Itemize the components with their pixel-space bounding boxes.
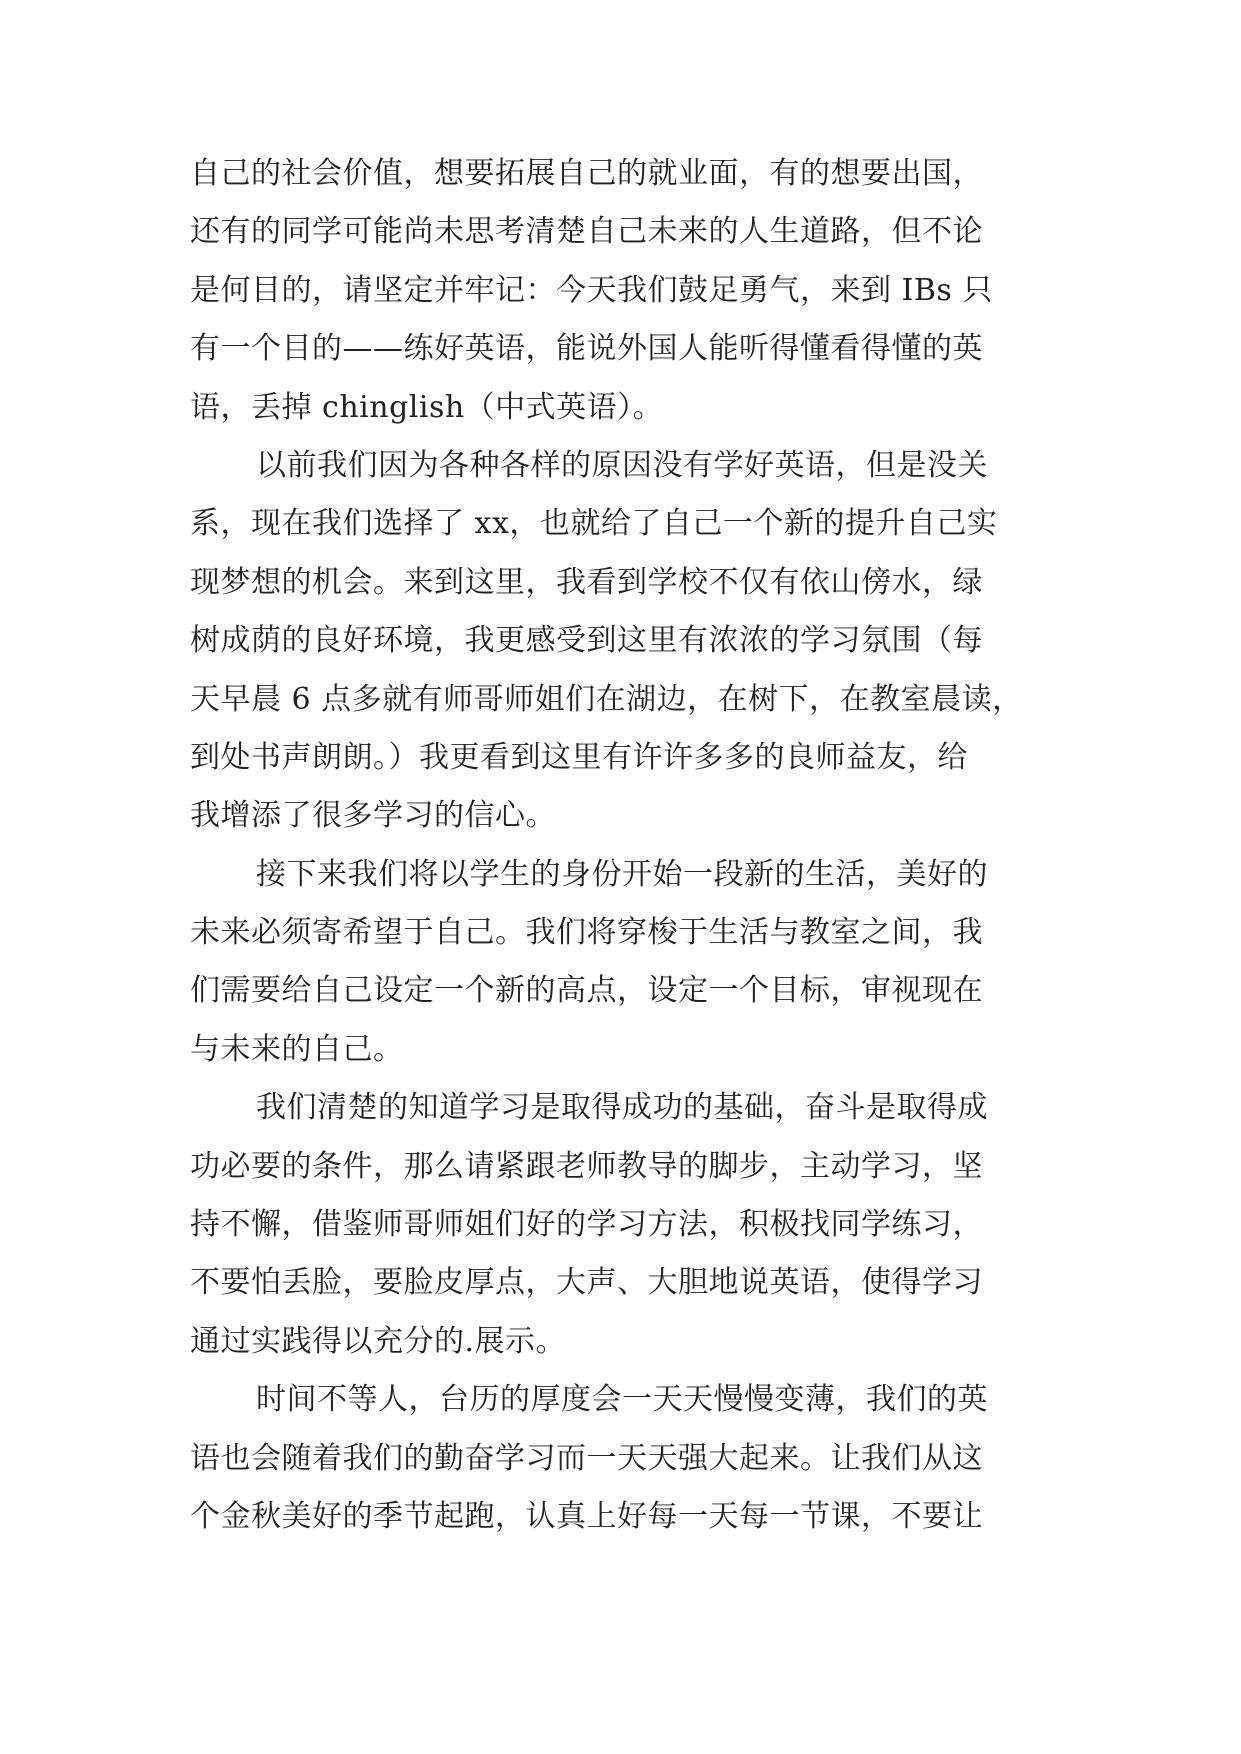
text-line: 时间不等人，台历的厚度会一天天慢慢变薄，我们的英: [256, 1382, 988, 1418]
text-line: 个金秋美好的季节起跑，认真上好每一天每一节课，不要让: [190, 1498, 983, 1534]
paragraph-2: [190, 437, 1068, 846]
text-line: 以前我们因为各种各样的原因没有学好英语，但是没关: [256, 447, 988, 483]
text-line: 天早晨 6 点多就有师哥师姐们在湖边，在树下，在教室晨读，: [190, 681, 1023, 717]
text-line: 我增添了很多学习的信心。: [190, 798, 556, 834]
text-line: 不要怕丢脸，要脸皮厚点，大声、大胆地说英语，使得学习: [190, 1265, 983, 1301]
text-line: 接下来我们将以学生的身份开始一段新的生活，美好的: [256, 856, 988, 892]
text-line: 通过实践得以充分的.展示。: [190, 1323, 567, 1359]
text-line: 语，丢掉 chinglish（中式英语）。: [190, 389, 664, 425]
text-line: 与未来的自己。: [190, 1031, 404, 1067]
paragraph-4: [190, 1079, 1068, 1371]
document-page: [190, 145, 1068, 1546]
text-line: 树成荫的良好环境，我更感受到这里有浓浓的学习氛围（每: [190, 623, 983, 659]
text-line: 语也会随着我们的勤奋学习而一天天强大起来。让我们从这: [190, 1440, 983, 1476]
text-line: 们需要给自己设定一个新的高点，设定一个目标，审视现在: [190, 973, 983, 1009]
text-line: 我们清楚的知道学习是取得成功的基础，奋斗是取得成: [256, 1090, 988, 1126]
text-line: 未来必须寄希望于自己。我们将穿梭于生活与教室之间，我: [190, 915, 983, 951]
paragraph-3: [190, 846, 1068, 1080]
text-line: 到处书声朗朗。）我更看到这里有许许多多的良师益友，给: [190, 739, 968, 775]
text-line: 有一个目的——练好英语，能说外国人能听得懂看得懂的英: [190, 331, 983, 367]
text-line: 现梦想的机会。来到这里，我看到学校不仅有依山傍水，绿: [190, 564, 983, 600]
text-line: 是何目的，请坚定并牢记：今天我们鼓足勇气，来到 IBs 只: [190, 272, 993, 308]
paragraph-5: [190, 1371, 1068, 1546]
text-line: 功必要的条件，那么请紧跟老师教导的脚步，主动学习，坚: [190, 1148, 983, 1184]
text-line: 自己的社会价值，想要拓展自己的就业面，有的想要出国，: [190, 156, 983, 191]
paragraph-1: [190, 145, 1068, 437]
text-line: 还有的同学可能尚未思考清楚自己未来的人生道路，但不论: [190, 214, 983, 250]
text-line: 持不懈，借鉴师哥师姐们好的学习方法，积极找同学练习，: [190, 1207, 983, 1243]
text-line: 系，现在我们选择了 xx，也就给了自己一个新的提升自己实: [190, 506, 998, 542]
